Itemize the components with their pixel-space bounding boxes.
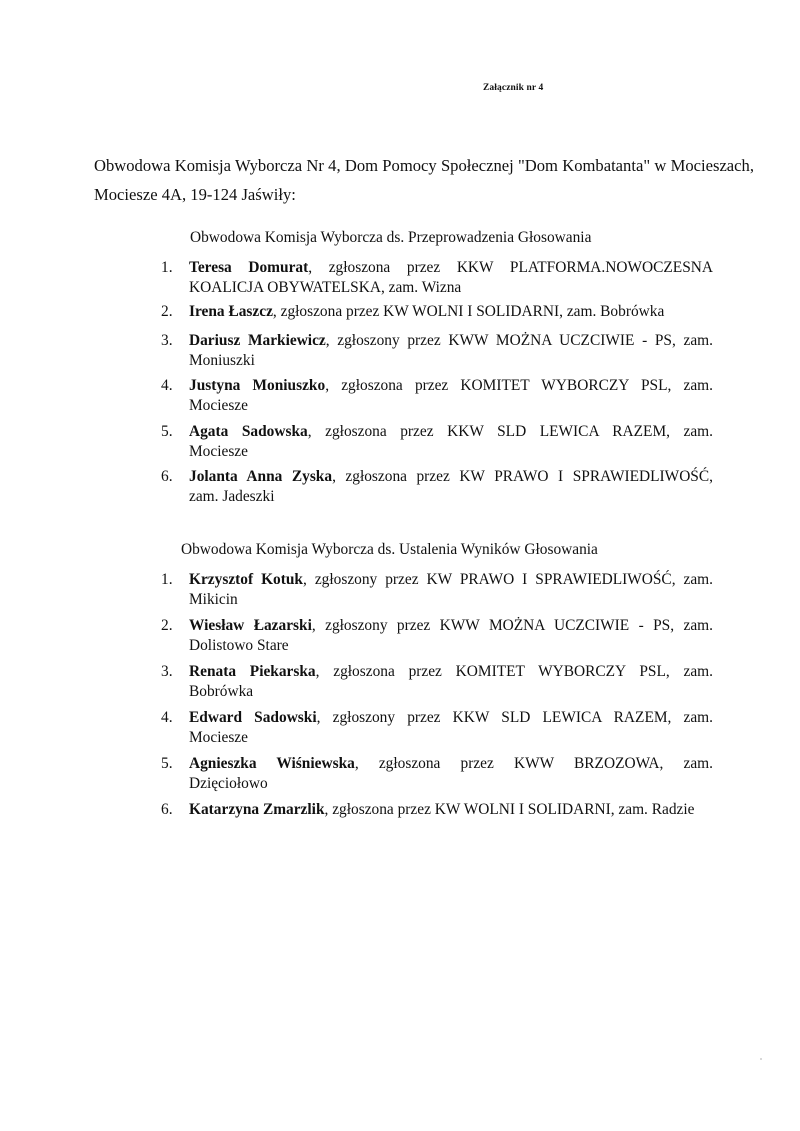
item-text bbox=[189, 258, 713, 298]
item-number: 5. bbox=[161, 755, 173, 772]
item-text bbox=[189, 331, 713, 371]
section-title-results: Obwodowa Komisja Wyborcza ds. Ustalenia Wyników Głosowania bbox=[181, 541, 598, 558]
member-details-cont: zam. Jadeszki bbox=[189, 488, 275, 505]
item-text bbox=[189, 754, 713, 794]
member-name: Jolanta Anna Zyska bbox=[189, 468, 333, 485]
item-text bbox=[189, 708, 713, 748]
member-details: , zgłoszony przez KWW MOŻNA UCZCIWIE - PS, zam. bbox=[311, 617, 713, 634]
item-number: 1. bbox=[161, 571, 173, 588]
member-details-cont: Bobrówka bbox=[189, 683, 254, 700]
member-details: , zgłoszona przez KW PRAWO I SPRAWIEDLIWOŚĆ, bbox=[332, 468, 713, 485]
member-name: Wiesław Łazarski bbox=[189, 617, 312, 634]
member-details: , zgłoszona przez KWW BRZOZOWA, zam. bbox=[354, 755, 713, 772]
member-details: , zgłoszony przez KW PRAWO I SPRAWIEDLIWOŚĆ, zam. bbox=[303, 571, 714, 588]
member-name: Teresa Domurat bbox=[189, 259, 309, 276]
item-number: 4. bbox=[161, 709, 173, 726]
member-details-cont: Dolistowo Stare bbox=[189, 637, 289, 654]
member-details: , zgłoszona przez KW WOLNI I SOLIDARNI, zam. Bobrówka bbox=[272, 303, 665, 320]
member-details: , zgłoszona przez KKW SLD LEWICA RAZEM, zam. bbox=[307, 423, 713, 440]
member-details: , zgłoszony przez KWW MOŻNA UCZCIWIE - PS, zam. bbox=[325, 332, 713, 349]
scan-speck bbox=[760, 1058, 762, 1060]
item-number: 5. bbox=[161, 423, 173, 440]
item-number: 2. bbox=[161, 303, 173, 320]
member-name: Krzysztof Kotuk bbox=[189, 571, 303, 588]
member-details: , zgłoszona przez KOMITET WYBORCZY PSL, zam. bbox=[325, 377, 713, 394]
item-number: 3. bbox=[161, 663, 173, 680]
member-name: Katarzyna Zmarzlik bbox=[189, 801, 325, 818]
member-details: , zgłoszona przez KKW PLATFORMA.NOWOCZESNA bbox=[308, 259, 713, 276]
member-name: Edward Sadowski bbox=[189, 709, 317, 726]
member-details: , zgłoszona przez KW WOLNI I SOLIDARNI, zam. Radzie bbox=[324, 801, 695, 818]
item-text bbox=[189, 616, 713, 656]
item-text bbox=[189, 422, 713, 462]
member-details-cont: Mikicin bbox=[189, 591, 238, 608]
item-text bbox=[189, 800, 713, 820]
member-details-cont: Moniuszki bbox=[189, 352, 255, 369]
item-number: 3. bbox=[161, 332, 173, 349]
item-number: 4. bbox=[161, 377, 173, 394]
member-details-cont: Mociesze bbox=[189, 729, 248, 746]
member-details-cont: KOALICJA OBYWATELSKA, zam. Wizna bbox=[189, 279, 462, 296]
member-name: Irena Łaszcz bbox=[189, 303, 273, 320]
item-text bbox=[189, 662, 713, 702]
member-details-cont: Mociesze bbox=[189, 443, 248, 460]
member-name: Renata Piekarska bbox=[189, 663, 316, 680]
attachment-label: Załącznik nr 4 bbox=[483, 83, 544, 93]
member-details: , zgłoszona przez KOMITET WYBORCZY PSL, zam. bbox=[315, 663, 713, 680]
item-number: 1. bbox=[161, 259, 173, 276]
item-number: 6. bbox=[161, 801, 173, 818]
member-details-cont: Dzięciołowo bbox=[189, 775, 268, 792]
item-text bbox=[189, 376, 713, 416]
item-text bbox=[189, 302, 713, 322]
member-name: Agata Sadowska bbox=[189, 423, 308, 440]
item-text bbox=[189, 467, 713, 507]
member-details-cont: Mociesze bbox=[189, 397, 248, 414]
item-text bbox=[189, 570, 713, 610]
member-name: Agnieszka Wiśniewska bbox=[189, 755, 355, 772]
member-details: , zgłoszony przez KKW SLD LEWICA RAZEM, zam. bbox=[316, 709, 714, 726]
commission-heading: Obwodowa Komisja Wyborcza Nr 4, Dom Pomocy Społecznej "Dom Kombatanta" w Mocieszach, Mociesze 4A, 19-124 Jaświły: bbox=[94, 156, 754, 204]
member-name: Dariusz Markiewicz bbox=[189, 332, 326, 349]
section-title-voting: Obwodowa Komisja Wyborcza ds. Przeprowadzenia Głosowania bbox=[190, 229, 592, 246]
item-number: 2. bbox=[161, 617, 173, 634]
item-number: 6. bbox=[161, 468, 173, 485]
member-name: Justyna Moniuszko bbox=[189, 377, 326, 394]
